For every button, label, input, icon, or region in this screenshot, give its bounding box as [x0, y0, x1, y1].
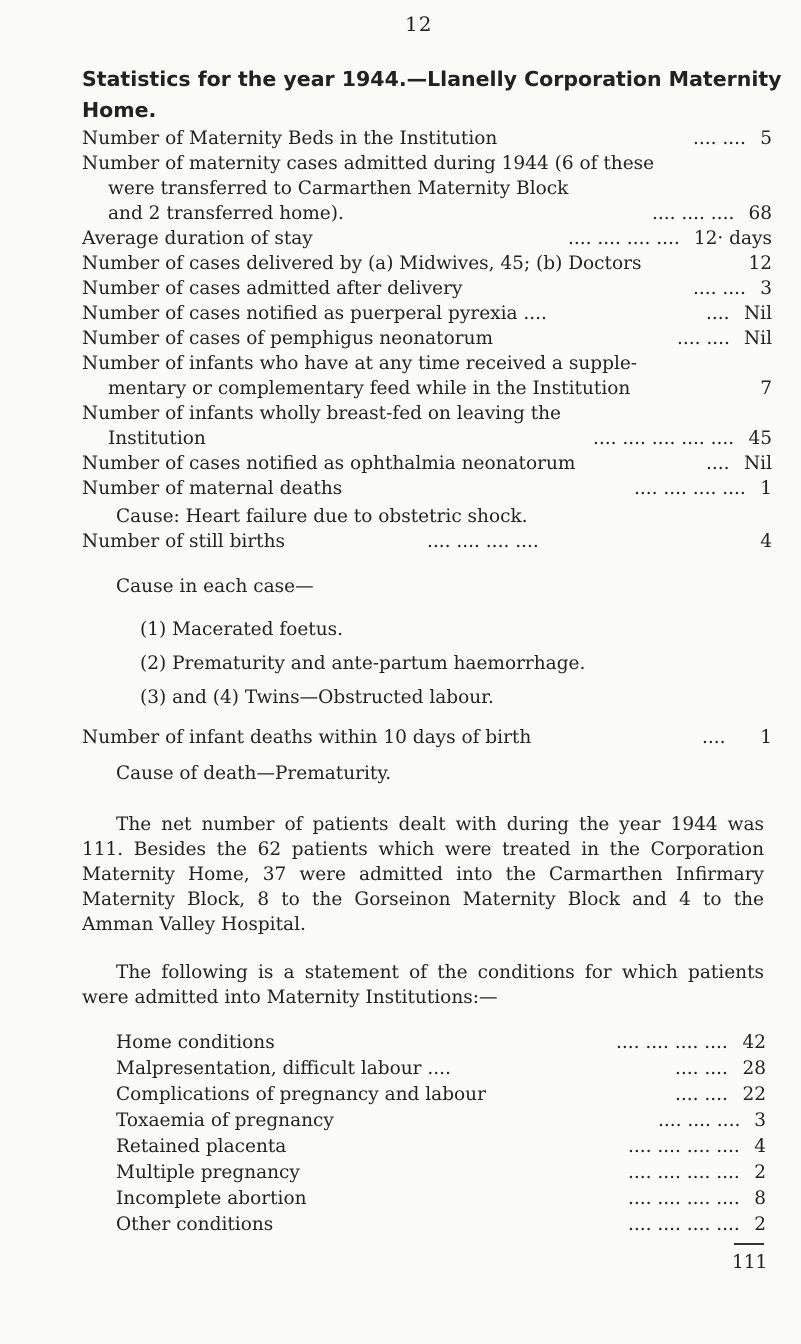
condition-label: Home conditions: [116, 1032, 275, 1053]
paragraph-conditions-intro: The following is a statement of the conditions for which patients were admitted into Maternity Institutions:—: [82, 962, 764, 1008]
stat-value: Nil: [743, 328, 772, 349]
stat-row: [82, 201, 772, 226]
condition-row: [116, 1186, 766, 1212]
leader-dots: ....: [706, 303, 730, 324]
stat-value: Nil: [743, 303, 772, 324]
condition-row: [116, 1160, 766, 1186]
leader-dots: ....: [706, 453, 730, 474]
condition-row: [116, 1212, 766, 1238]
death-cause: Cause of death—Prematurity.: [116, 763, 392, 784]
stat-label: Number of cases notified as ophthalmia neonatorum: [82, 453, 576, 474]
stat-value: 68: [748, 203, 772, 224]
leader-dots: .... .... .... ....: [628, 1188, 740, 1209]
condition-value: 3: [754, 1110, 766, 1131]
stat-row: [82, 301, 772, 326]
stat-label: Number of maternity cases admitted during 1944 (6 of these: [82, 153, 655, 174]
condition-row: [116, 1082, 766, 1108]
condition-value: 28: [742, 1058, 766, 1079]
leader-dots: .... .... .... ....: [616, 1032, 728, 1053]
stat-label: Number of cases delivered by (a) Midwives, 45; (b) Doctors: [82, 253, 642, 274]
still-births-dots: .... .... .... ....: [427, 531, 539, 552]
stat-row: [82, 176, 772, 201]
stat-label: mentary or complementary feed while in the Institution: [108, 378, 631, 399]
still-births-value: 4: [760, 531, 772, 552]
stat-label: Number of cases of pemphigus neonatorum: [82, 328, 494, 349]
stat-label: were transferred to Carmarthen Maternity Block: [108, 178, 569, 199]
total-value: 111: [732, 1252, 768, 1273]
condition-label: Other conditions: [116, 1214, 274, 1235]
statistics-list: [82, 126, 772, 501]
stat-label: Number of infants who have at any time received a supple-: [82, 353, 638, 374]
condition-row: [116, 1056, 766, 1082]
condition-value: 22: [742, 1084, 766, 1105]
stat-value: Nil: [743, 453, 772, 474]
title-line-2: Home.: [82, 98, 157, 122]
paragraph-patients-dealt: The net number of patients dealt with during the year 1944 was 111. Besides the 62 patients which were treated in the Corporation Maternity Home, 37 were admitted into the Carmarthen Infirmary Maternity Block, 8 to the Gorseinon Maternity Block and 4 to the Amman Valley Hospital.: [82, 814, 764, 935]
leader-dots: .... .... .... ....: [634, 478, 746, 499]
cause-item: (3) and (4) Twins—Obstructed labour.: [140, 687, 494, 708]
infant-deaths-dots: ....: [702, 727, 726, 748]
leader-dots: .... .... ....: [652, 203, 735, 224]
stat-row: [82, 151, 772, 176]
stat-row: [82, 401, 772, 426]
stat-row: [82, 426, 772, 451]
stat-value: 12· days: [693, 228, 772, 249]
stat-row: [82, 376, 772, 401]
maternal-cause: [82, 504, 772, 529]
leader-dots: .... ....: [693, 278, 746, 299]
maternal-cause-text: Cause: Heart failure due to obstetric shock.: [116, 506, 528, 527]
stat-row: [82, 126, 772, 151]
condition-row: [116, 1030, 766, 1056]
condition-value: 2: [754, 1162, 766, 1183]
leader-dots: .... .... .... ....: [568, 228, 680, 249]
stat-row: [82, 326, 772, 351]
condition-value: 42: [742, 1032, 766, 1053]
cause-item: (1) Macerated foetus.: [140, 619, 344, 640]
stat-label: Number of Maternity Beds in the Institution: [82, 128, 498, 149]
condition-label: Toxaemia of pregnancy: [116, 1110, 334, 1131]
condition-label: Complications of pregnancy and labour: [116, 1084, 486, 1105]
cause-heading: Cause in each case—: [116, 576, 314, 597]
causes-list: [82, 613, 772, 715]
stat-value: 3: [760, 278, 772, 299]
page-title: [82, 64, 782, 126]
cause-heading-block: [82, 574, 772, 599]
leader-dots: .... .... .... .... ....: [593, 428, 735, 449]
stat-label: Number of cases admitted after delivery: [82, 278, 463, 299]
cause-item: (2) Prematurity and ante-partum haemorrhage.: [140, 653, 586, 674]
still-births-block: [82, 529, 772, 554]
condition-value: 2: [754, 1214, 766, 1235]
total-rule: [734, 1243, 764, 1245]
condition-label: Multiple pregnancy: [116, 1162, 300, 1183]
still-births-row: [82, 529, 772, 554]
infant-deaths-block: [82, 725, 772, 750]
conditions-list: [116, 1030, 766, 1238]
condition-value: 4: [754, 1136, 766, 1157]
infant-deaths-value: 1: [760, 727, 772, 748]
still-births-label: Number of still births: [82, 531, 286, 552]
condition-value: 8: [754, 1188, 766, 1209]
stat-row: [82, 476, 772, 501]
condition-row: [116, 1108, 766, 1134]
leader-dots: .... ....: [677, 328, 730, 349]
condition-row: [116, 1134, 766, 1160]
stat-row: [82, 451, 772, 476]
stat-row: [82, 351, 772, 376]
leader-dots: .... .... .... ....: [628, 1214, 740, 1235]
stat-label: Number of infants wholly breast-fed on leaving the: [82, 403, 562, 424]
infant-deaths-row: [82, 725, 772, 750]
stat-value: 12: [748, 253, 772, 274]
death-cause-block: [82, 761, 772, 786]
stat-row: [82, 251, 772, 276]
stat-label: Institution: [108, 428, 206, 449]
stat-label: Number of cases notified as puerperal pyrexia ....: [82, 303, 547, 324]
title-line-1: Statistics for the year 1944.—Llanelly Corporation Maternity: [82, 67, 782, 91]
stat-value: 7: [760, 378, 772, 399]
page-number: 12: [405, 12, 433, 36]
condition-label: Incomplete abortion: [116, 1188, 307, 1209]
condition-label: Malpresentation, difficult labour ....: [116, 1058, 451, 1079]
stat-label: Average duration of stay: [82, 228, 313, 249]
stat-row: [82, 276, 772, 301]
stat-value: 45: [748, 428, 772, 449]
stat-row: [82, 226, 772, 251]
leader-dots: .... ....: [693, 128, 746, 149]
stat-value: 1: [760, 478, 772, 499]
stat-value: 5: [760, 128, 772, 149]
leader-dots: .... .... ....: [658, 1110, 741, 1131]
leader-dots: .... ....: [675, 1084, 728, 1105]
leader-dots: .... .... .... ....: [628, 1162, 740, 1183]
stat-label: and 2 transferred home).: [108, 203, 344, 224]
leader-dots: .... .... .... ....: [628, 1136, 740, 1157]
leader-dots: .... ....: [675, 1058, 728, 1079]
infant-deaths-label: Number of infant deaths within 10 days of birth: [82, 727, 532, 748]
condition-label: Retained placenta: [116, 1136, 287, 1157]
stat-label: Number of maternal deaths: [82, 478, 343, 499]
